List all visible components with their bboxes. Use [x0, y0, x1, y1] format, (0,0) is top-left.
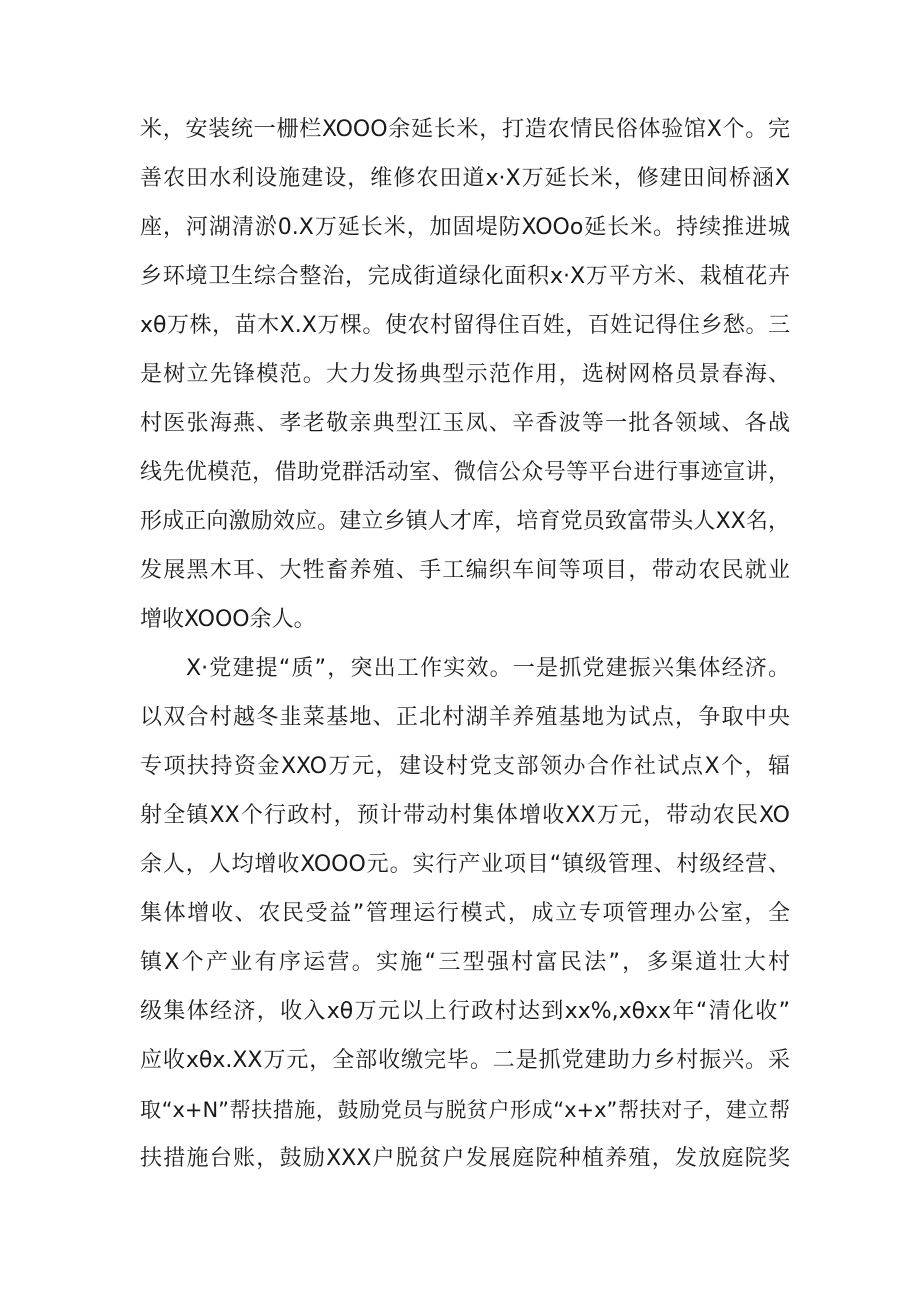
text-line: 集体增收、农民受益”管理运行模式，成立专项管理办公室，全: [140, 901, 790, 926]
text-line: 应收xθx.XX万元，全部收缴完毕。二是抓党建助力乡村振兴。采: [140, 1048, 790, 1073]
text-line: 发展黑木耳、大牲畜养殖、手工编织车间等项目，带动农民就业: [140, 558, 790, 583]
text-line: 线先优模范，借助党群活动室、微信公众号等平台进行事迹宣讲，: [140, 460, 790, 485]
text-line: 镇X个产业有序运营。实施“三型强村富民法”，多渠道壮大村: [140, 950, 790, 975]
text-line: xθ万株，苗木X.X万棵。使农村留得住百姓，百姓记得住乡愁。三: [140, 313, 790, 338]
text-line: 乡环境卫生综合整治，完成街道绿化面积x·X万平方米、栽植花卉: [140, 264, 790, 289]
text-line: 余人，人均增收XOOO元。实行产业项目“镇级管理、村级经营、: [140, 852, 790, 877]
text-line: 村医张海燕、孝老敬亲典型江玉凤、辛香波等一批各领域、各战: [140, 411, 790, 436]
text-line: 座，河湖清淤0.X万延长米，加固堤防XOOo延长米。持续推进城: [140, 215, 790, 240]
text-line: 善农田水利设施建设，维修农田道x·X万延长米，修建田间桥涵X: [140, 166, 790, 191]
paragraph-heading-line: X·党建提“质”，突出工作实效。一是抓党建振兴集体经济。: [186, 656, 790, 681]
text-line: 专项扶持资金XXO万元，建设村党支部领办合作社试点X个，辐: [140, 754, 790, 779]
text-line: 米，安装统一栅栏XOOO余延长米，打造农情民俗体验馆X个。完: [140, 117, 790, 142]
text-line: 增收XOOO余人。: [140, 607, 316, 632]
text-line: 是树立先锋模范。大力发扬典型示范作用，选树网格员景春海、: [140, 362, 790, 387]
text-line: 扶措施台账，鼓励XXX户脱贫户发展庭院种植养殖，发放庭院奖: [140, 1146, 790, 1171]
text-line: 形成正向激励效应。建立乡镇人才库，培育党员致富带头人XX名，: [140, 509, 790, 534]
text-line: 射全镇XX个行政村，预计带动村集体增收XX万元，带动农民XO: [140, 803, 790, 828]
text-line: 级集体经济，收入xθ万元以上行政村达到xx%,xθxx年“清化收”: [140, 999, 790, 1024]
text-line: 取“x+N”帮扶措施，鼓励党员与脱贫户形成“x+x”帮扶对子，建立帮: [140, 1098, 790, 1122]
text-line: 以双合村越冬韭菜基地、正北村湖羊养殖基地为试点，争取中央: [140, 705, 790, 730]
